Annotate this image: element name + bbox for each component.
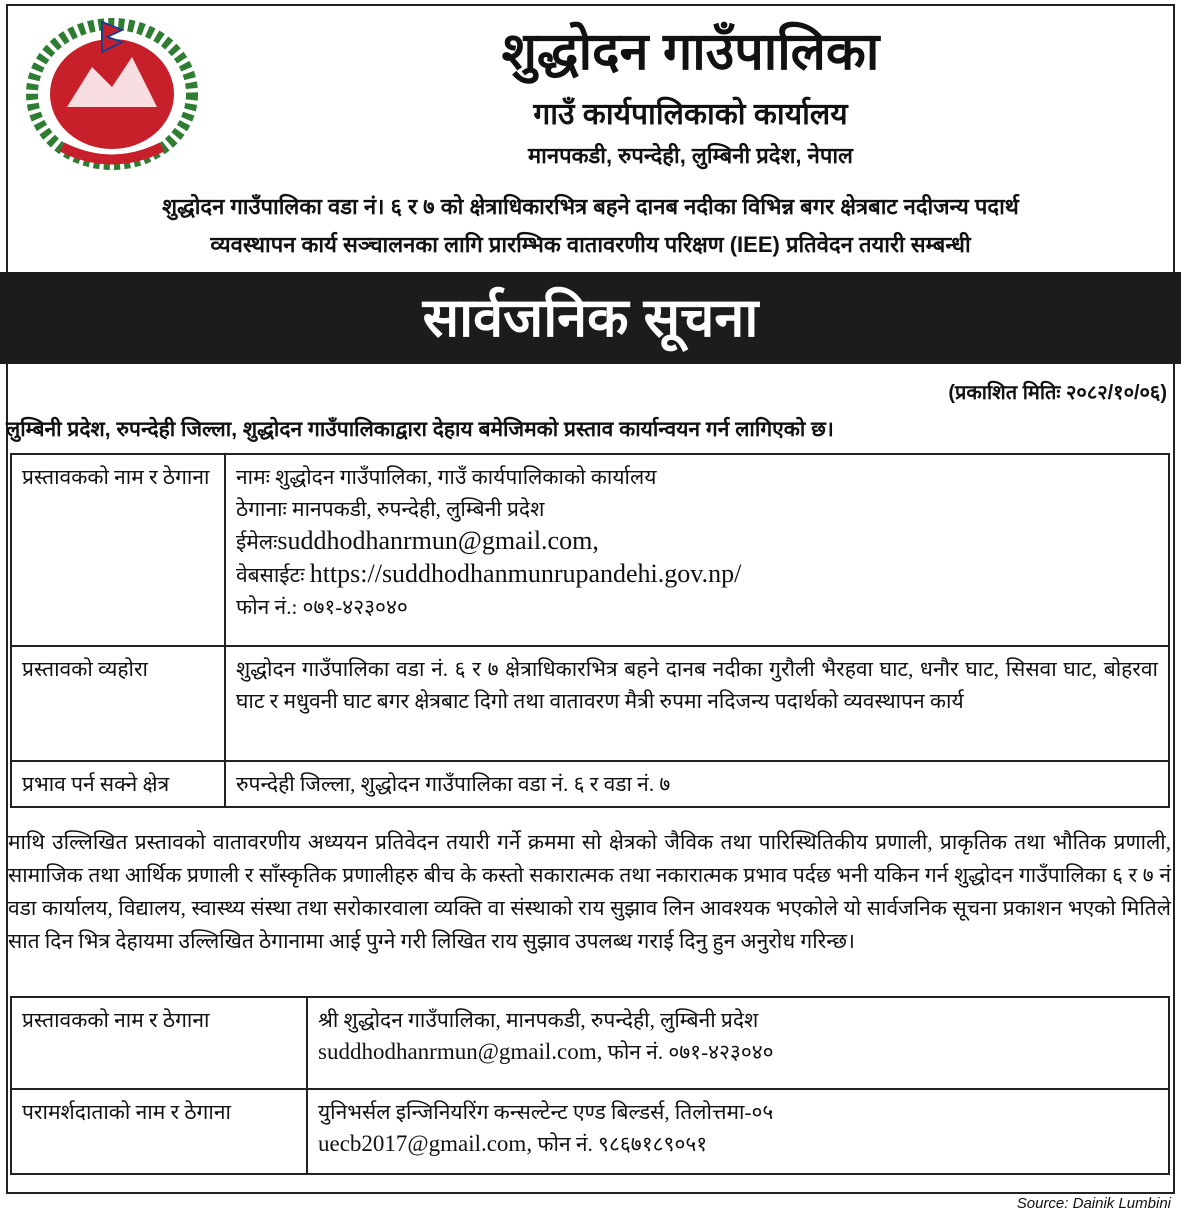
phone-number: फोन नं. ०७१-४२३०४० — [607, 1040, 774, 1064]
email-link[interactable]: uecb2017@gmail.com, — [318, 1131, 533, 1156]
email-link[interactable]: suddhodhanrmun@gmail.com, — [318, 1039, 603, 1064]
subject-line-1: शुद्धोदन गाउँपालिका वडा नं। ६ र ७ को क्षेत्राधिकारभित्र बहने दानब नदीका विभिन्न बगर क्षेत्रबाट नदीजन्य पदार्थ — [162, 194, 1019, 219]
table-row — [11, 454, 1169, 646]
public-notice-banner: सार्वजनिक सूचना — [0, 272, 1181, 364]
proponent-line: श्री शुद्धोदन गाउँपालिका, मानपकडी, रुपन्देही, लुम्बिनी प्रदेश — [318, 1008, 759, 1032]
consultant-line: युनिभर्सल इन्जिनियरिंग कन्सल्टेन्ट एण्ड बिल्डर्स, तिलोत्तमा-०५ — [318, 1100, 774, 1124]
row-label: प्रस्तावकको नाम र ठेगाना — [11, 997, 307, 1089]
source-credit: Source: Dainik Lumbini — [1016, 1195, 1171, 1212]
email-label: ईमेलः — [236, 530, 278, 554]
published-date: (प्रकाशित मितिः २०८२/१०/०६) — [948, 382, 1167, 404]
row-label: परामर्शदाताको नाम र ठेगाना — [11, 1089, 307, 1174]
office-subtitle: गाउँ कार्यपालिकाको कार्यालय — [533, 98, 848, 131]
row-value — [307, 997, 1169, 1089]
table-row — [11, 1089, 1169, 1174]
row-value: रुपन्देही जिल्ला, शुद्धोदन गाउँपालिका वडा नं. ६ र वडा नं. ७ — [225, 761, 1169, 807]
row-label: प्रभाव पर्न सक्ने क्षेत्र — [11, 761, 225, 807]
website-link[interactable]: https://suddhodhanmunrupandehi.gov.np/ — [309, 559, 742, 588]
office-address: मानपकडी, रुपन्देही, लुम्बिनी प्रदेश, नेपाल — [528, 143, 853, 168]
phone-number: फोन नं. ९८६७१८९०५१ — [537, 1132, 708, 1156]
table-row — [11, 761, 1169, 807]
proposal-table — [10, 453, 1170, 808]
proponent-name: नामः शुद्धोदन गाउँपालिका, गाउँ कार्यपालिकाको कार्यालय — [236, 465, 657, 489]
body-paragraph: माथि उल्लिखित प्रस्तावको वातावरणीय अध्ययन प्रतिवेदन तयारी गर्ने क्रममा सो क्षेत्रको जैविक तथा पारिस्थितिकीय प्रणाली, प्राकृतिक तथा भौतिक प्रणाली, सामाजिक तथा आर्थिक प्रणाली र साँस्कृतिक प्रणालीहरु बीच के कस्तो सकारात्मक तथा नकारात्मक प्रभाव पर्दछ भनी यकिन गर्न शुद्धोदन गाउँपालिका ६ र ७ नं वडा कार्यालय, विद्यालय, स्वास्थ्य संस्था तथा सरोकारवाला व्यक्ति वा संस्थाको राय सुझाव लिन आवश्यक भएकोले यो सार्वजनिक सूचना प्रकाशन भएको मितिले सात दिन भित्र देहायमा उल्लिखित ठेगानामा आई पुग्ने गरी लिखित राय सुझाव उपलब्ध गराई दिनु हुन अनुरोध गरिन्छ। — [8, 830, 1171, 953]
email-link[interactable]: suddhodhanrmun@gmail.com, — [277, 526, 599, 555]
row-value: शुद्धोदन गाउँपालिका वडा नं. ६ र ७ क्षेत्राधिकारभित्र बहने दानब नदीका गुरौली भैरहवा घाट, धनौर घाट, सिसवा घाट, बोहरवा घाट र मधुवनी घाट बगर क्षेत्रबाट दिगो तथा वातावरण मैत्री रुपमा नदिजन्य पदार्थको व्यवस्थापन कार्य — [225, 646, 1169, 761]
table-row — [11, 646, 1169, 761]
phone-number: फोन नं.: ०७१-४२३०४० — [236, 595, 408, 619]
proponent-address: ठेगानाः मानपकडी, रुपन्देही, लुम्बिनी प्रदेश — [236, 497, 545, 521]
intro-text: लुम्बिनी प्रदेश, रुपन्देही जिल्ला, शुद्धोदन गाउँपालिकाद्वारा देहाय बमेजिमको प्रस्ताव कार्यान्वयन गर्न लागिएको छ। — [6, 418, 834, 441]
contact-table — [10, 996, 1170, 1175]
municipality-title: शुद्धोदन गाउँपालिका — [501, 23, 880, 81]
notice-subject — [20, 188, 1161, 264]
row-value — [307, 1089, 1169, 1174]
subject-line-2: व्यवस्थापन कार्य सञ्चालनका लागि प्रारम्भिक वातावरणीय परिक्षण (IEE) प्रतिवेदन तयारी सम्बन्धी — [210, 232, 971, 257]
row-value — [225, 454, 1169, 646]
website-label: वेबसाईटः — [236, 563, 305, 587]
row-label: प्रस्तावकको नाम र ठेगाना — [11, 454, 225, 646]
table-row — [11, 997, 1169, 1089]
row-label: प्रस्तावको व्यहोरा — [11, 646, 225, 761]
municipality-emblem — [22, 12, 202, 172]
